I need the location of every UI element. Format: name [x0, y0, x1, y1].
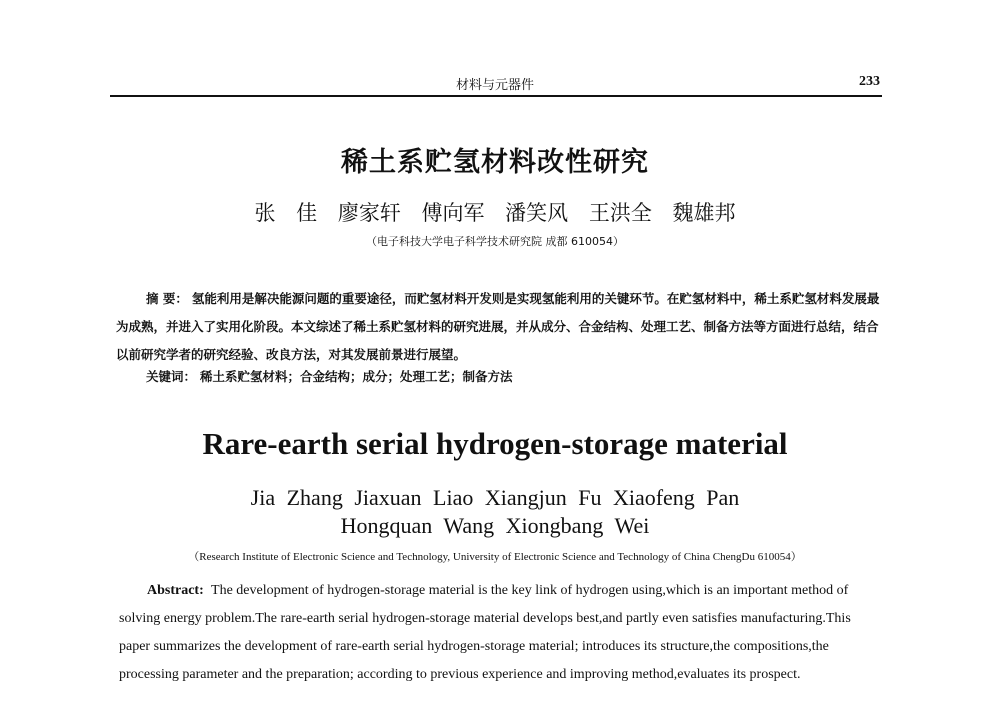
chinese-title: 稀土系贮氢材料改性研究 — [341, 147, 649, 178]
english-authors — [180, 484, 810, 540]
english-authors-line-2: Hongquan Wang Xiongbang Wei — [340, 513, 650, 538]
chinese-abstract-text: 氢能利用是解决能源问题的重要途径，而贮氢材料开发则是实现氢能利用的关键环节。在贮氢材料中，稀土系贮氢材料发展最为成熟，并进入了实用化阶段。本文综述了稀土系贮氢材料的研究进展，并从成分、合金结构、处理工艺、制备方法等方面进行总结，结合以前研究学者的研究经验、改良方法，对其发展前景进行展望。 — [116, 291, 880, 362]
journal-section-title: 材料与元器件 — [455, 78, 534, 93]
header-rule — [110, 95, 882, 97]
chinese-abstract — [116, 285, 886, 369]
chinese-keywords — [146, 367, 886, 385]
english-affiliation: （Research Institute of Electronic Science and Technology, University of Electronic Science and Technology of China ChengDu 610054） — [188, 551, 802, 563]
chinese-keywords-text: 稀土系贮氢材料；合金结构；成分；处理工艺；制备方法 — [200, 369, 513, 384]
english-abstract — [119, 577, 881, 689]
english-title: Rare-earth serial hydrogen-storage material — [202, 426, 788, 461]
running-header — [110, 74, 880, 96]
english-abstract-label: Abstract: — [147, 583, 204, 598]
chinese-keywords-label: 关键词： — [146, 369, 197, 384]
chinese-affiliation: （电子科技大学电子科学技术研究院 成都 610054） — [366, 235, 624, 248]
page-number: 233 — [859, 74, 880, 89]
english-abstract-text: The development of hydrogen-storage material is the key link of hydrogen using,which is an important method of solving energy problem.The rare-earth serial hydrogen-storage material develops best,and partly even satisfies manufacturing.This paper summarizes the development of rare-earth serial hydrogen-storage material; introduces its structure,the compositions,the processing parameter and the preparation; according to previous experience and improving method,evaluates its prospect. — [119, 583, 851, 682]
english-authors-line-1: Jia Zhang Jiaxuan Liao Xiangjun Fu Xiaofeng Pan — [250, 485, 740, 510]
chinese-authors: 张 佳 廖家轩 傅向军 潘笑风 王洪全 魏雄邦 — [254, 201, 736, 225]
chinese-abstract-label: 摘 要： — [146, 291, 188, 306]
